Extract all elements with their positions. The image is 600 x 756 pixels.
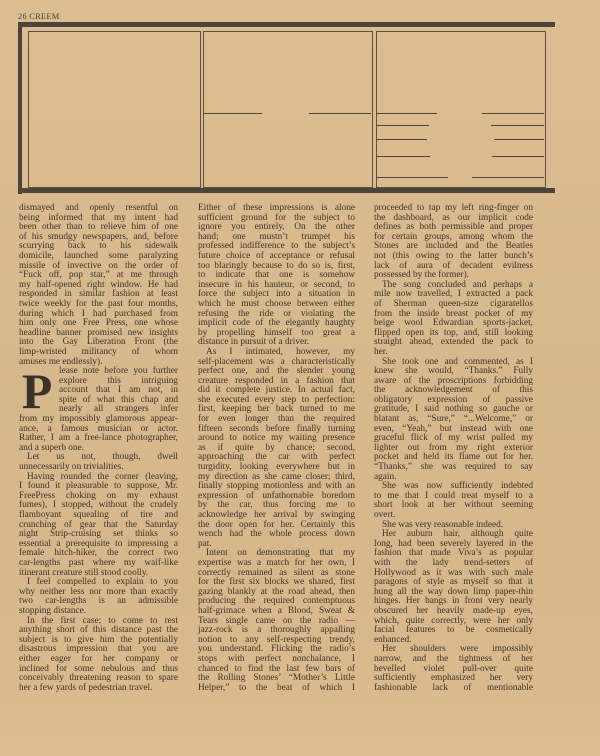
text-line: pat. <box>198 538 212 549</box>
text-line: defines as both permissible and proper <box>374 222 533 233</box>
text-line: She took one and commented, as I <box>382 356 533 367</box>
text-line: the door open for her. Certainly this <box>198 519 355 530</box>
text-line: flamboyant squealing of tire and <box>19 510 178 520</box>
text-line: into the Gay Liberation Front (the <box>19 337 178 348</box>
text-line: been other than to relieve him of one <box>19 222 178 233</box>
text-line: Intent on demonstrating that my <box>206 548 355 559</box>
text-line: anything short of this distance past the <box>19 625 178 636</box>
text-line: and a superb one. <box>19 442 85 453</box>
text-line: explore this intriguing <box>59 375 178 386</box>
text-line: She was now sufficiently indebted <box>382 481 533 492</box>
text-line: conceivably threatening reason to spare <box>19 673 178 684</box>
text-line: night Strip-cruising set thinks so <box>19 529 178 540</box>
text-line: dismayed and openly resentful on <box>19 203 178 213</box>
box-rule <box>492 156 544 157</box>
paragraph <box>374 204 533 281</box>
paragraph <box>19 363 178 453</box>
text-line: Hollywood as it was with such male <box>374 567 533 578</box>
paragraph <box>198 549 355 693</box>
text-line: As I intimated, however, my <box>206 346 355 357</box>
text-line: refusing the ride or violating the <box>198 308 355 319</box>
text-line: perfect one, and the slender young <box>198 366 355 377</box>
text-line: subject is to give him the potentially <box>19 634 178 645</box>
text-line: amuses me endlessly). <box>19 356 103 367</box>
text-line: being informed that my intent had <box>19 212 178 223</box>
text-line: for even longer than the required <box>198 414 355 425</box>
text-line: during which I had purchased from <box>19 308 178 319</box>
text-line: producing the required contemptuous <box>198 596 355 607</box>
paragraph <box>198 204 355 348</box>
text-line: lack of aura of decadent evilness <box>374 260 533 271</box>
text-line: for the first six blocks we shared, first <box>198 577 355 588</box>
paragraph <box>19 578 178 616</box>
paragraph <box>198 348 355 549</box>
box-rule <box>482 113 544 114</box>
text-line: her a few yards of pedestrian travel. <box>19 682 153 693</box>
text-line: itinerant creature still stood coolly. <box>19 567 149 578</box>
text-line: car-lengths past where my waif-like <box>19 557 178 568</box>
text-line: “Thanks,” she was required to say <box>374 462 533 473</box>
text-line: female hitch-hiker, the correct two <box>19 548 178 559</box>
text-line: future choice of acceptance or refusal <box>198 250 355 261</box>
text-line: proceeded to tap my left ring-finger on <box>374 203 533 213</box>
text-line: the Rolling Stones’ “Mother’s Little <box>198 673 355 684</box>
text-line: sufficient ground for the subject to <box>198 212 355 223</box>
text-line: for certain groups, among whom the <box>374 231 533 242</box>
text-line: lighter out from my right exterior <box>374 442 533 453</box>
box-rule <box>376 177 448 178</box>
text-line: fumes), I stopped, without the crudely <box>19 500 178 511</box>
article-column-3 <box>374 204 533 693</box>
paragraph <box>374 358 533 483</box>
text-line: expertise was a match for her own, I <box>198 557 355 568</box>
text-line: correctly remained as silent as stone <box>198 567 355 578</box>
text-line: nearly all strangers infer <box>59 404 178 415</box>
text-line: wench had the whole process down <box>198 529 355 540</box>
text-line: implicit code of the elegantly haughty <box>198 318 355 329</box>
text-line: she executed every step to perfection: <box>198 394 355 405</box>
box-rule <box>376 156 430 157</box>
text-line: you understand. Flicking the radio’s <box>198 644 355 655</box>
paragraph <box>19 473 178 579</box>
drop-cap: P <box>21 363 53 420</box>
text-line: of his smudgy newspapers, and, before <box>19 231 178 242</box>
text-line: beige wool Edwardian sports-jacket, <box>374 318 533 329</box>
box-rule <box>376 113 437 114</box>
paragraph <box>19 453 178 472</box>
text-line: hinges. Her bangs in front very nearly <box>374 596 533 607</box>
text-line: gazing blankly at the road ahead, then <box>198 586 355 597</box>
text-line: him only one Free Press, one whose <box>19 318 178 329</box>
text-line: which he must choose between either <box>198 298 355 309</box>
text-line: possessed by the former). <box>374 270 470 281</box>
text-line: stopping distance. <box>19 605 87 616</box>
text-line: missile of invective on the order of <box>19 260 178 271</box>
text-line: which, quite correctly, were her only <box>374 615 533 626</box>
text-line: Her shoulders were impossibly <box>382 644 533 655</box>
text-line: stops with perfect nonchalance, I <box>198 653 355 664</box>
text-line: gratitude, I said nothing so gauche or <box>374 404 533 415</box>
paragraph <box>374 281 533 358</box>
text-line: professed indifference to the subject’s <box>198 241 355 252</box>
text-line: I feel compelled to explain to you <box>27 577 178 588</box>
text-line: of Sherman queen-size cigaratellos <box>374 298 533 309</box>
box-rule <box>376 139 427 140</box>
text-line: Tears single came on the radio — <box>198 615 355 626</box>
paragraph <box>374 482 533 520</box>
text-line: fifteen seconds before finally turning <box>198 423 355 434</box>
text-line: insecure in his hauteur, or second, to <box>198 279 355 290</box>
text-line: narrow, and the tightness of her <box>374 653 533 664</box>
text-line: overt. <box>374 510 396 520</box>
text-line: from the inside breast pocket of my <box>374 308 533 319</box>
article-column-1 <box>19 204 178 693</box>
text-line: self-placement was a characteristically <box>198 356 355 367</box>
text-line: fashion that made Viva’s as popular <box>374 548 533 559</box>
text-line: essential a prerequisite to impressing a <box>19 538 178 549</box>
text-line: to me that I could treat myself to a <box>374 490 533 501</box>
text-line: fashionable lack of mentionable <box>374 682 533 693</box>
text-line: did it complete justice. In actual fact, <box>198 385 355 396</box>
text-line: jazz-rock is a thoroughly appalling <box>198 625 355 636</box>
text-line: Rather, I am a free-lance photographer, <box>19 433 178 444</box>
text-line: obscured her heavily made-up eyes, <box>374 605 533 616</box>
text-line: Her auburn hair, although quite <box>382 529 533 540</box>
text-line: expression of unfathomable boredom <box>198 490 355 501</box>
text-line: account that I am not, in <box>59 385 178 396</box>
text-line: headline banner promised new insights <box>19 327 178 338</box>
frame-top-bar <box>18 22 555 27</box>
paragraph <box>374 530 533 645</box>
text-line: too blaringly because to do so is, first, <box>198 260 355 271</box>
text-line: spite of what this chap and <box>59 394 178 405</box>
text-line: domicile, launched some paralyzing <box>19 250 178 261</box>
text-line: distance in pursuit of a driver. <box>198 337 310 348</box>
text-line: The song concluded and perhaps a <box>382 279 533 290</box>
page-folio: 26 CREEM <box>18 11 60 21</box>
text-line: force the subject into a situation in <box>198 289 355 300</box>
text-line: acknowledge her arrival by swinging <box>198 510 355 520</box>
text-line: creature responded in a fashion that <box>198 375 355 386</box>
text-line: mile now travelled, I extracted a pack <box>374 289 533 300</box>
text-line: graceful flick of my wrist pulled my <box>374 433 533 444</box>
text-line: turgidity, looking everywhere but in <box>198 462 355 473</box>
text-line: Having rounded the corner (leaving, <box>27 471 178 482</box>
text-line: short look at her without seeming <box>374 500 533 511</box>
paragraph <box>19 204 178 367</box>
text-line: lease note before you further <box>59 366 178 377</box>
frame-bottom-bar <box>18 188 555 193</box>
text-line: with the lady trend-setters of <box>374 557 533 568</box>
text-line: bevelled violet pull-over quite <box>374 663 533 674</box>
text-line: enhanced. <box>374 634 412 645</box>
text-line: half-grimace when a Blood, Sweat & <box>198 605 355 616</box>
text-line: again. <box>374 471 397 482</box>
frame-left-bar <box>18 22 22 194</box>
text-line: by propelling himself too great a <box>198 327 355 338</box>
text-line: hung all the way down limp paper-thin <box>374 586 533 597</box>
text-line: hand; one mustn’t trumpet his <box>198 231 355 242</box>
paragraph <box>374 645 533 693</box>
text-line: responded in similar fashion at least <box>19 289 178 300</box>
text-line: Let us not, though, dwell <box>27 452 178 463</box>
text-line: FreePress choking on my exhaust <box>19 490 178 501</box>
text-line: obligatory expression of passive <box>374 394 533 405</box>
text-line: even, “Yeah,” but instead with one <box>374 423 533 434</box>
photo-placeholder-2 <box>203 31 373 188</box>
text-line: straight ahead, extended the pack to <box>374 337 533 348</box>
text-line: my half-opened right window. He had <box>19 279 178 290</box>
text-line: limp-wristed militancy of whom <box>19 346 178 357</box>
text-line: two car-lengths is an admissible <box>19 596 178 607</box>
text-line: around to notice my waiting presence <box>198 433 355 444</box>
text-line: approaching the car with perfect <box>198 452 355 463</box>
text-line: long, had been severely layered in the <box>374 538 533 549</box>
text-line: by the car, thus forcing me to <box>198 500 355 511</box>
text-line: Helper,” to the beat of which I <box>198 682 355 693</box>
text-line: ignore you entirely. On the other <box>198 222 355 233</box>
box-rule <box>376 125 429 126</box>
text-line: crunching of gear that the Saturday <box>19 519 178 530</box>
text-line: chanced to find the last few bars of <box>198 663 355 674</box>
text-line: disastrous impression that you are <box>19 644 178 655</box>
text-line: ance, a famous musician or actor. <box>19 423 178 434</box>
text-line: She was very reasonable indeed. <box>382 519 504 530</box>
text-line: Stones are included and the Beatles <box>374 241 533 252</box>
text-line: paragons of style as myself so that it <box>374 577 533 588</box>
text-line: “Fuck off, pop star,” at me through <box>19 270 178 281</box>
text-line: blatant as, “Sure,” “...Welcome,” or <box>374 414 533 425</box>
text-line: knew she would, “Thanks.” Fully <box>374 366 533 377</box>
text-line: my direction as she came closer; third, <box>198 471 355 482</box>
text-line: the dashboard, as our implicit code <box>374 212 533 223</box>
box-rule <box>203 113 262 114</box>
photo-placeholder-1 <box>28 31 201 188</box>
text-line: flipped open its top, and, still looking <box>374 327 533 338</box>
text-line: I found it pleasurable to suppose, Mr. <box>19 481 178 492</box>
box-rule <box>472 177 544 178</box>
text-line: not (this owing to the latter bunch’s <box>374 250 533 261</box>
paragraph <box>19 617 178 694</box>
text-line: the acknowledgement of this <box>374 385 533 396</box>
text-line: facial features to be cosmetically <box>374 625 533 636</box>
text-line: aware of the proscriptions forbidding <box>374 375 533 386</box>
box-rule <box>494 139 544 140</box>
text-line: sufficiently emphasized her very <box>374 673 533 684</box>
text-line: pocket and held its flame out for her. <box>374 452 533 463</box>
article-column-2 <box>198 204 355 693</box>
text-line: inclined for some nebulous and thus <box>19 663 178 674</box>
text-line: her. <box>374 346 388 357</box>
text-line: twice weekly for the past four months, <box>19 298 178 309</box>
text-line: either eager for her company or <box>19 653 178 664</box>
text-line: Either of these impressions is alone <box>198 203 355 213</box>
text-line: to indicate that one is somehow <box>198 270 355 281</box>
text-line: In the first case; to come to rest <box>27 615 178 626</box>
text-line: first, keeping her back turned to me <box>198 404 355 415</box>
text-line: as if quite by chance; second, <box>198 442 355 453</box>
box-rule <box>309 113 371 114</box>
text-line: from my impossibly glamorous appear- <box>19 414 178 425</box>
photo-placeholder-3 <box>376 31 546 188</box>
text-line: scurrying back to his sidewalk <box>19 241 178 252</box>
box-rule <box>491 125 544 126</box>
text-line: why neither less nor more than exactly <box>19 586 178 597</box>
text-line: notion to any self-respecting trendy, <box>198 634 355 645</box>
text-line: unnecessarily on trivialities. <box>19 462 124 473</box>
text-line: finally stopping motionless and with an <box>198 481 355 492</box>
